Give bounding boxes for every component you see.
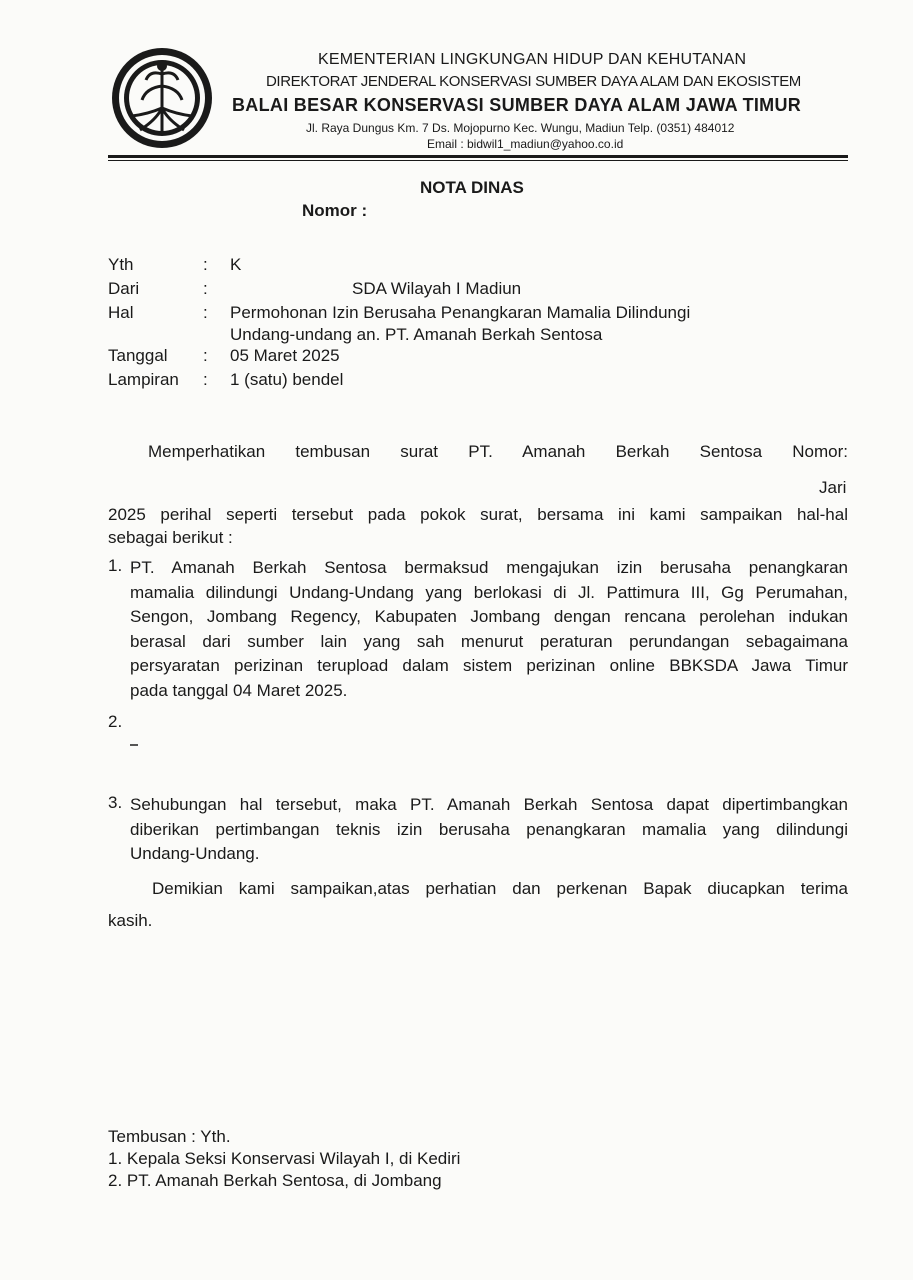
letterhead-ministry: KEMENTERIAN LINGKUNGAN HIDUP DAN KEHUTANAN <box>318 51 747 68</box>
redaction-artifact <box>130 744 138 746</box>
dari-colon: : <box>203 279 208 298</box>
tanggal-colon: : <box>203 346 208 365</box>
dari-value: SDA Wilayah I Madiun <box>352 279 522 298</box>
closing-line-1: Demikian kami sampaikan,atas perhatian dan perkenan Bapak diucapkan terima <box>152 879 848 898</box>
document-number-label: Nomor : <box>302 201 368 220</box>
yth-label: Yth <box>108 255 134 274</box>
document-title: NOTA DINAS <box>420 178 524 197</box>
item-2-number: 2. <box>108 712 123 731</box>
yth-value: K <box>230 255 242 274</box>
hal-label: Hal <box>108 303 134 322</box>
yth-colon: : <box>203 255 208 274</box>
intro-line-1: Memperhatikan tembusan surat PT. Amanah Berkah Sentosa Nomor: <box>148 442 848 461</box>
ministry-seal-logo <box>108 46 216 150</box>
hal-value-line2: Undang-undang an. PT. Amanah Berkah Sentosa <box>230 325 603 344</box>
item-3-line: Sehubungan hal tersebut, maka PT. Amanah Berkah Sentosa dapat dipertimbangkan <box>130 795 848 814</box>
tembusan-item: 2. PT. Amanah Berkah Sentosa, di Jombang <box>108 1171 442 1190</box>
letterhead-divider-thin <box>108 160 848 161</box>
letterhead-directorate: DIREKTORAT JENDERAL KONSERVASI SUMBER DAYA ALAM DAN EKOSISTEM <box>266 73 801 90</box>
item-3-number: 3. <box>108 793 123 812</box>
lampiran-label: Lampiran <box>108 370 179 389</box>
letterhead-address: Jl. Raya Dungus Km. 7 Ds. Mojopurno Kec. Wungu, Madiun Telp. (0351) 484012 <box>306 121 735 135</box>
item-3-line: Undang-Undang. <box>130 844 260 863</box>
hal-value-line1: Permohonan Izin Berusaha Penangkaran Mamalia Dilindungi <box>230 303 691 322</box>
closing-line-2: kasih. <box>108 911 153 930</box>
item-3-text <box>130 793 848 867</box>
tanggal-label: Tanggal <box>108 346 168 365</box>
item-1-text <box>130 556 848 703</box>
item-1-number: 1. <box>108 556 123 575</box>
intro-line-2-end: Jari <box>819 478 847 497</box>
item-1-line: mamalia dilindungi Undang-Undang yang berlokasi di Jl. Pattimura III, Gg Perumahan, <box>130 582 848 602</box>
letterhead-email: Email : bidwil1_madiun@yahoo.co.id <box>427 137 624 151</box>
item-3-line: diberikan pertimbangan teknis izin berusaha penangkaran mamalia yang dilindungi <box>130 819 848 839</box>
lampiran-colon: : <box>203 370 208 389</box>
lampiran-value: 1 (satu) bendel <box>230 370 344 389</box>
tembusan-item: 1. Kepala Seksi Konservasi Wilayah I, di Kediri <box>108 1149 461 1168</box>
item-1-line: persyaratan perizinan terupload dalam sistem perizinan online BBKSDA Jawa Timur <box>130 656 848 675</box>
intro-line-3: 2025 perihal seperti tersebut pada pokok surat, bersama ini kami sampaikan hal-hal <box>108 505 848 524</box>
letterhead-divider-thick <box>108 155 848 158</box>
letterhead-office: BALAI BESAR KONSERVASI SUMBER DAYA ALAM JAWA TIMUR <box>232 95 802 115</box>
item-1-line: berasal dari sumber lain yang sah menurut peraturan perundangan sebagaimana <box>130 631 848 651</box>
dari-label: Dari <box>108 279 140 298</box>
item-1-line: PT. Amanah Berkah Sentosa bermaksud mengajukan izin berusaha penangkaran <box>130 558 848 577</box>
tembusan-label: Tembusan : Yth. <box>108 1127 231 1146</box>
intro-line-4: sebagai berikut : <box>108 528 233 547</box>
tanggal-value: 05 Maret 2025 <box>230 346 340 365</box>
hal-colon: : <box>203 303 208 322</box>
item-1-line: Sengon, Jombang Regency, Kabupaten Jombang dengan rencana perolehan indukan <box>130 607 848 626</box>
item-1-line: pada tanggal 04 Maret 2025. <box>130 680 348 700</box>
